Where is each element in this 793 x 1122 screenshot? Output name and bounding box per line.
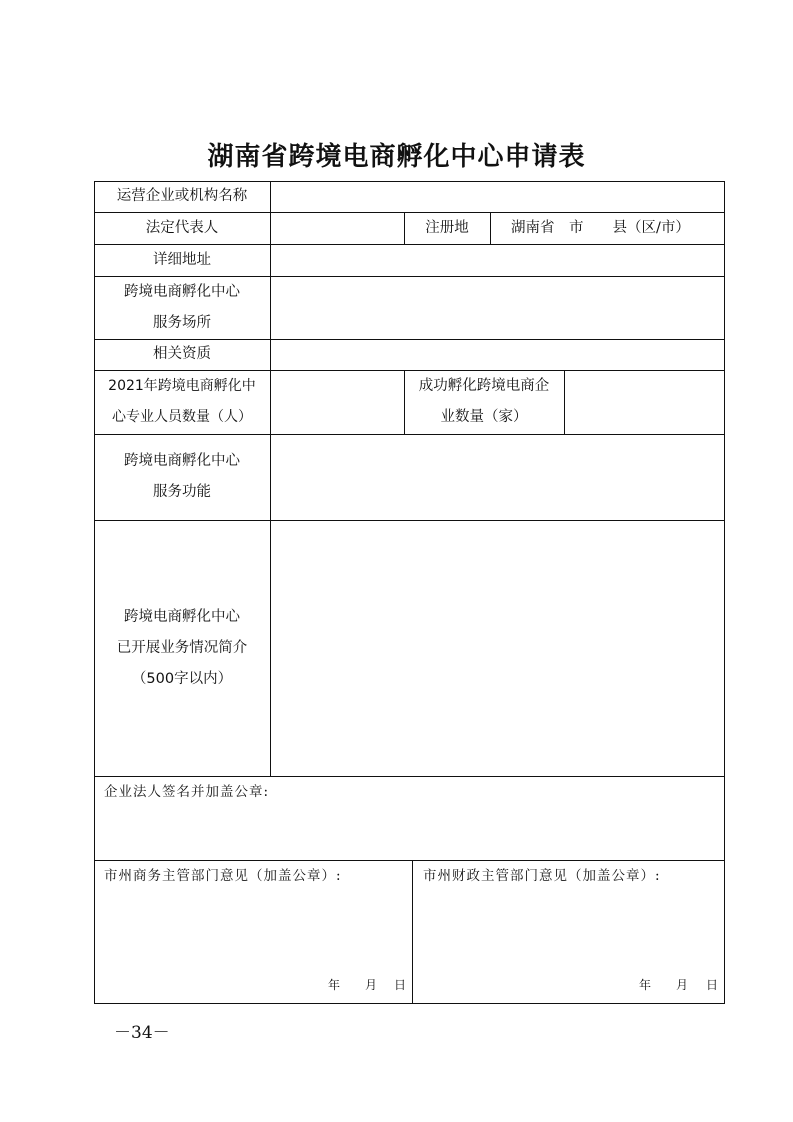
intro-label: [94, 520, 270, 776]
intro-label-line2: 已开展业务情况简介: [116, 639, 248, 656]
finance-opinion-label: 市州财政主管部门意见（加盖公章）:: [423, 868, 661, 884]
application-form: [94, 181, 725, 1004]
finance-opinion-area[interactable]: [414, 886, 724, 974]
functions-label-line2: 服务功能: [153, 484, 211, 500]
staff-count-label: [94, 370, 270, 434]
staff-count-label-line1: 2021年跨境电商孵化中: [108, 378, 256, 394]
reg-place-value[interactable]: 湖南省 市 县（区/市）: [511, 219, 690, 236]
staff-count-label-line2: 心专业人员数量（人）: [111, 409, 252, 425]
functions-label: [94, 434, 270, 520]
commerce-opinion-label: 市州商务主管部门意见（加盖公章）:: [104, 868, 342, 884]
commerce-opinion-area[interactable]: [95, 886, 411, 974]
intro-label-line3: （500字以内）: [131, 670, 233, 687]
incubated-count-field[interactable]: [565, 371, 725, 434]
corporate-signature-area[interactable]: [95, 803, 724, 859]
venue-field[interactable]: [271, 277, 725, 339]
address-label: 详细地址: [153, 251, 211, 268]
venue-label: [94, 276, 270, 339]
qualification-label: 相关资质: [153, 346, 211, 362]
intro-field[interactable]: [271, 521, 725, 776]
staff-count-field[interactable]: [271, 371, 404, 434]
legal-rep-field[interactable]: [271, 213, 404, 244]
page-number: －34－: [114, 1023, 170, 1043]
qualification-field[interactable]: [271, 340, 725, 370]
corporate-signature-label: 企业法人签名并加盖公章:: [104, 784, 270, 800]
commerce-date-day: 日: [394, 978, 407, 992]
legal-rep-label: 法定代表人: [145, 219, 219, 236]
incubated-count-label-line1: 成功孵化跨境电商企: [418, 378, 550, 394]
venue-label-line2: 服务场所: [153, 314, 211, 331]
operator-field[interactable]: [271, 181, 725, 212]
reg-place-label: 注册地: [425, 219, 469, 236]
functions-label-line1: 跨境电商孵化中心: [124, 453, 240, 469]
incubated-count-label-line2: 业数量（家）: [440, 409, 528, 425]
finance-date-month: 月: [676, 978, 689, 992]
commerce-date-month: 月: [365, 978, 378, 992]
functions-field[interactable]: [271, 435, 725, 520]
form-title: 湖南省跨境电商孵化中心申请表: [207, 142, 586, 172]
operator-label: 运营企业或机构名称: [116, 188, 248, 204]
finance-date-year: 年: [639, 978, 652, 992]
intro-label-line1: 跨境电商孵化中心: [124, 608, 240, 625]
finance-date-day: 日: [706, 978, 719, 992]
address-field[interactable]: [271, 245, 725, 276]
incubated-count-label: [404, 370, 564, 434]
venue-label-line1: 跨境电商孵化中心: [124, 283, 240, 300]
commerce-date-year: 年: [328, 978, 341, 992]
